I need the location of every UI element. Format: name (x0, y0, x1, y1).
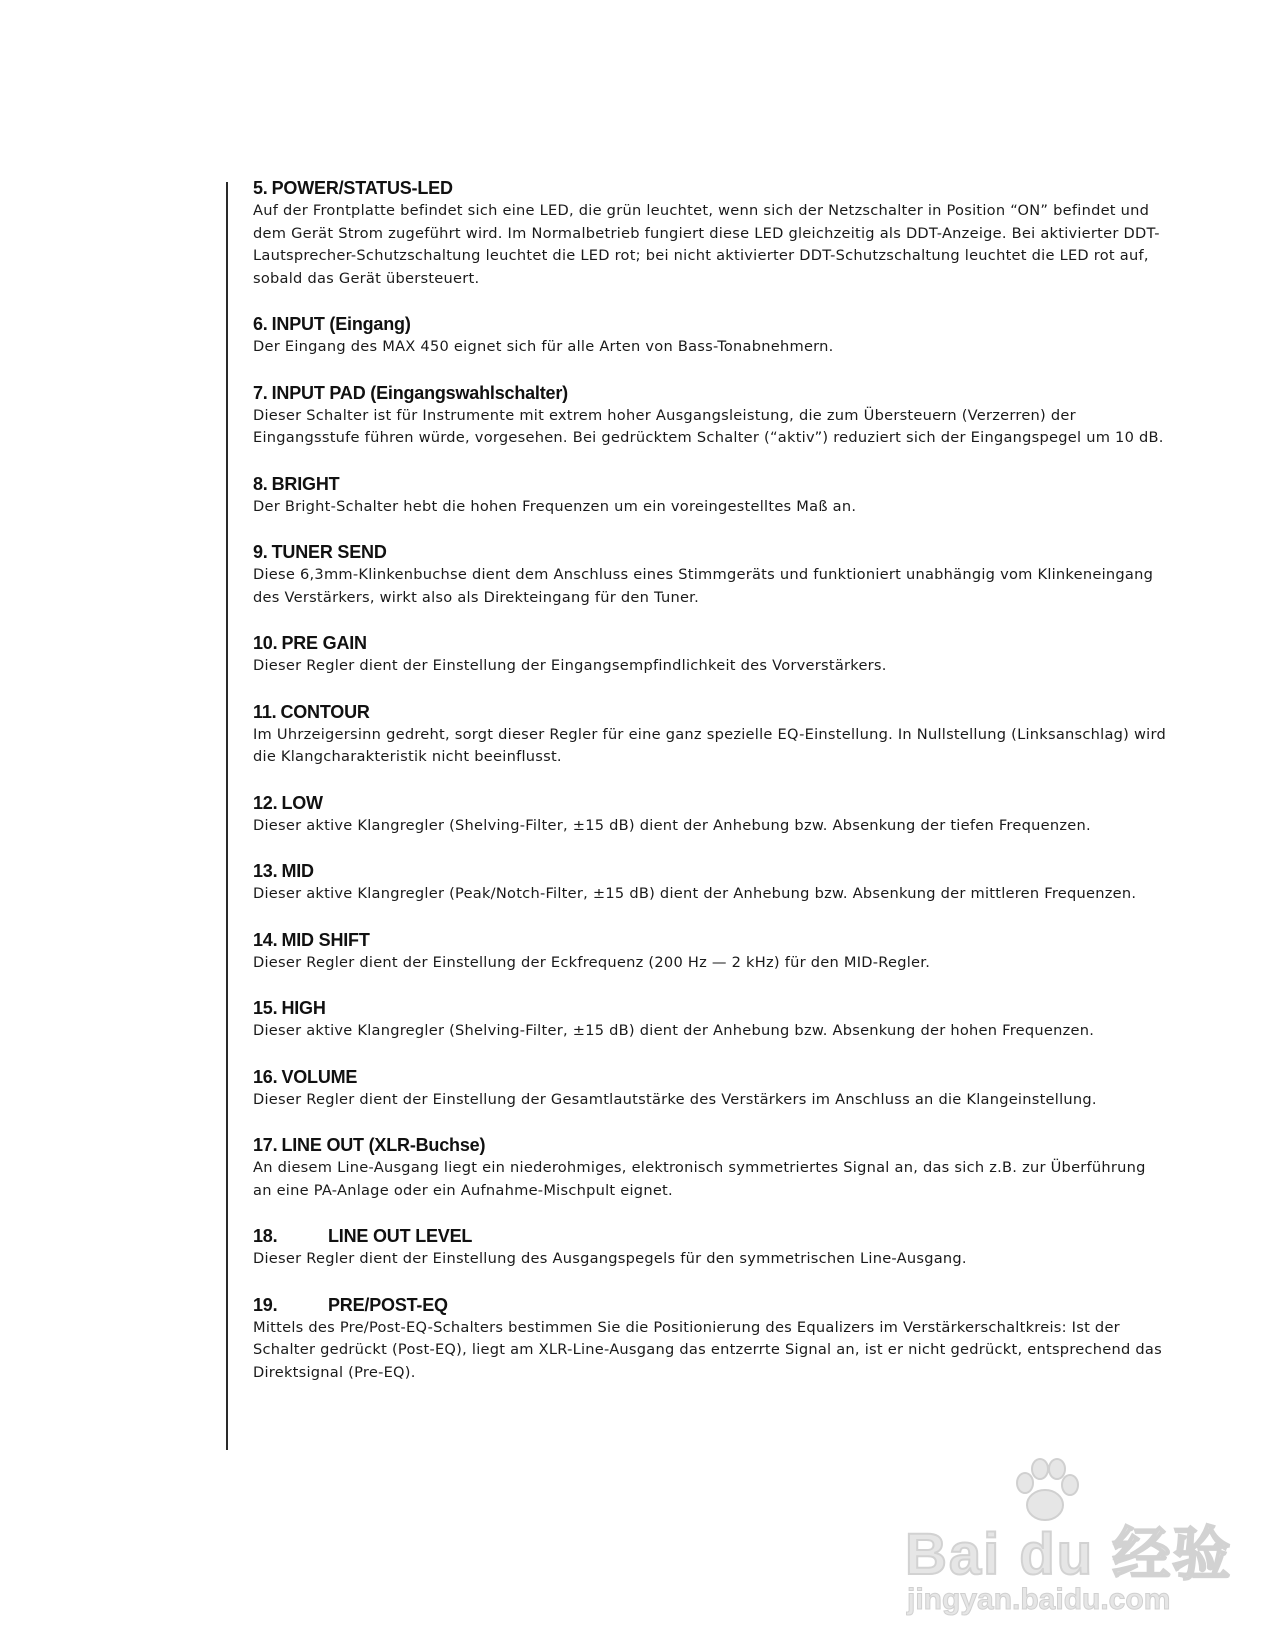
section-heading: 11. CONTOUR (253, 701, 370, 722)
section-heading: 18. LINE OUT LEVEL (253, 1226, 473, 1246)
section-pre-gain (253, 631, 1168, 678)
section-pre-post-eq (253, 1293, 1168, 1385)
section-bright (253, 472, 1168, 519)
section-line-out (253, 1133, 1168, 1202)
section-text: Dieser Regler dient der Einstellung der Eingangsempfindlichkeit des Vorverstärkers. (253, 657, 887, 674)
section-text: Im Uhrzeigersinn gedreht, sorgt dieser Regler für eine ganz spezielle EQ-Einstellung. In Nullstellung (Linksanschlag) wird die Klangcharakteristik nicht beeinflusst. (253, 725, 1166, 765)
document-body (253, 176, 1168, 1406)
section-tuner-send (253, 540, 1168, 609)
section-heading: 17. LINE OUT (XLR-Buchse) (253, 1135, 486, 1155)
section-text: Dieser aktive Klangregler (Shelving-Filter, ±15 dB) dient der Anhebung bzw. Absenkung der tiefen Frequenzen. (253, 816, 1091, 834)
watermark-logo-text: Bai du 经验 (905, 1522, 1233, 1587)
section-mid-shift (253, 928, 1168, 975)
section-text: Der Eingang des MAX 450 eignet sich für alle Arten von Bass-Tonabnehmern. (253, 338, 834, 355)
section-input (253, 312, 1168, 359)
section-volume (253, 1065, 1168, 1112)
section-text: Der Bright-Schalter hebt die hohen Frequenzen um ein voreingestelltes Maß an. (253, 497, 857, 515)
section-text: Dieser aktive Klangregler (Peak/Notch-Filter, ±15 dB) dient der Anhebung bzw. Absenkung der mittleren Frequenzen. (253, 885, 1137, 902)
section-heading: 12. LOW (253, 792, 323, 813)
section-input-pad (253, 381, 1168, 450)
section-heading: 6. INPUT (Eingang) (253, 314, 411, 334)
section-text: Mittels des Pre/Post-EQ-Schalters bestimmen Sie die Positionierung des Equalizers im Verstärkerschaltkreis: Ist der Schalter gedrückt (Post-EQ), liegt am XLR-Line-Ausgang das entzerrte Signal an, ist er nicht gedrückt, entsprechend das Direktsignal (Pre-EQ). (253, 1318, 1162, 1381)
section-heading: 15. HIGH (253, 998, 326, 1018)
section-heading: 14. MID SHIFT (253, 929, 370, 950)
section-heading: 8. BRIGHT (253, 473, 340, 494)
section-text: Dieser Regler dient der Einstellung des Ausgangspegels für den symmetrischen Line-Ausgang. (253, 1250, 967, 1267)
section-heading: 13. MID (253, 861, 314, 881)
section-power-status-led (253, 176, 1168, 290)
section-heading: 9. TUNER SEND (253, 542, 387, 562)
watermark-url: jingyan.baidu.com (907, 1583, 1171, 1616)
section-heading: 16. VOLUME (253, 1066, 358, 1087)
section-heading: 5. POWER/STATUS-LED (253, 178, 453, 198)
section-low (253, 791, 1168, 838)
section-text: An diesem Line-Ausgang liegt ein niederohmiges, elektronisch symmetriertes Signal an, das sich z.B. zur Überführung an eine PA-Anlage oder ein Aufnahme-Mischpult eignet. (253, 1159, 1146, 1199)
baidu-watermark (905, 1455, 1233, 1625)
margin-rule (226, 182, 228, 1450)
section-text: Diese 6,3mm-Klinkenbuchse dient dem Anschluss eines Stimmgeräts und funktioniert unabhängig vom Klinkeneingang des Verstärkers, wirkt also als Direkteingang für den Tuner. (253, 566, 1154, 606)
section-heading: 7. INPUT PAD (Eingangswahlschalter) (253, 382, 568, 403)
section-line-out-level (253, 1224, 1168, 1271)
section-heading: 10. PRE GAIN (253, 633, 367, 653)
section-heading: 19. PRE/POST-EQ (253, 1294, 448, 1315)
section-text: Auf der Frontplatte befindet sich eine LED, die grün leuchtet, wenn sich der Netzschalter in Position “ON” befindet und dem Gerät Strom zugeführt wird. Im Normalbetrieb fungiert diese LED gleichzeitig als DDT-Anzeige. Bei aktivierter DDT-Lautsprecher-Schutzschaltung leuchtet die LED rot; bei nicht aktivierter DDT-Schutzschaltung leuchtet die LED rot auf, sobald das Gerät übersteuert. (253, 202, 1160, 287)
section-text: Dieser Regler dient der Einstellung der Eckfrequenz (200 Hz — 2 kHz) für den MID-Regler. (253, 953, 931, 971)
section-contour (253, 700, 1168, 769)
section-text: Dieser Regler dient der Einstellung der Gesamtlautstärke des Verstärkers im Anschluss an die Klangeinstellung. (253, 1090, 1097, 1108)
section-text: Dieser Schalter ist für Instrumente mit extrem hoher Ausgangsleistung, die zum Übersteuern (Verzerren) der Eingangsstufe führen würde, vorgesehen. Bei gedrücktem Schalter (“aktiv”) reduziert sich der Eingangspegel um 10 dB. (253, 406, 1164, 446)
section-high (253, 996, 1168, 1043)
section-text: Dieser aktive Klangregler (Shelving-Filter, ±15 dB) dient der Anhebung bzw. Absenkung der hohen Frequenzen. (253, 1022, 1095, 1039)
section-mid (253, 859, 1168, 906)
